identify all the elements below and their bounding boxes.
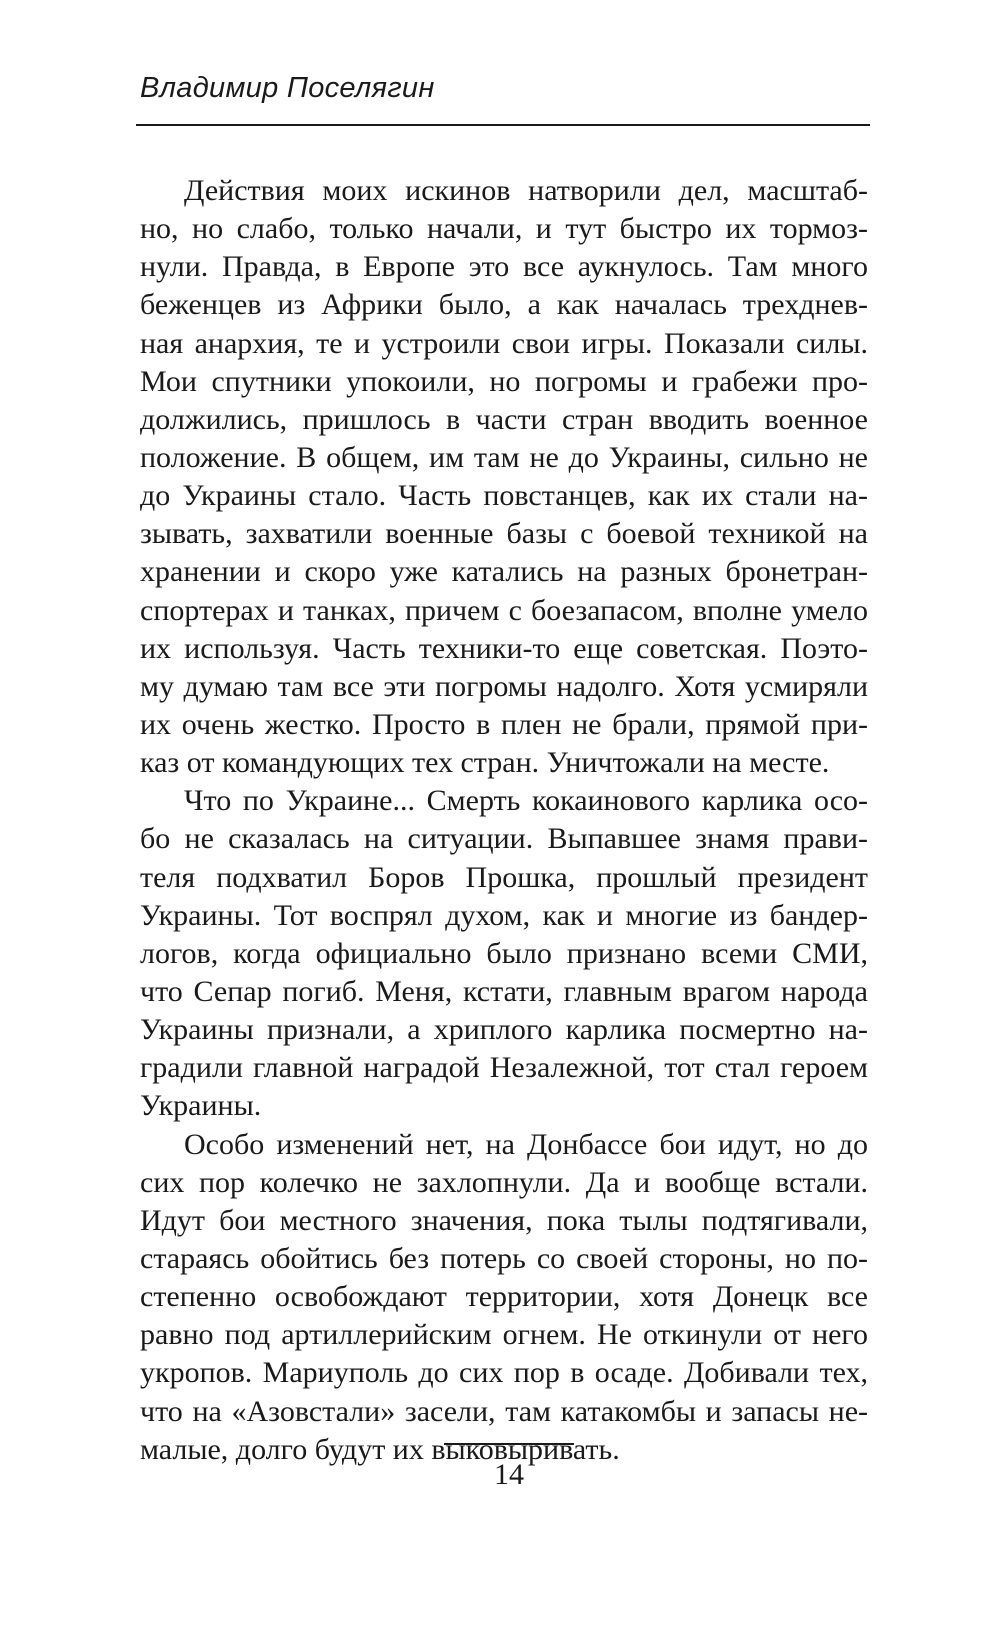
page-number: 14 [494, 1458, 524, 1491]
text-line: ная анархия, те и устроили свои игры. Показали силы. [140, 326, 868, 360]
paragraph [140, 782, 868, 1125]
running-header-author: Владимир Поселягин [140, 72, 435, 104]
footer-rule [444, 1443, 574, 1445]
paragraph [140, 1126, 868, 1469]
text-line: Действия моих искинов натворили дел, масштаб- [184, 174, 868, 207]
text-line: Украины признали, а хриплого карлика посмертно на- [140, 1013, 868, 1047]
page-body [140, 172, 868, 1469]
text-line: что Сепар погиб. Меня, кстати, главным врагом народа [140, 974, 868, 1008]
text-line: их очень жестко. Просто в плен не брали, прямой при- [140, 707, 868, 741]
text-line: что на «Азовстали» засели, там катакомбы и запасы не- [140, 1394, 868, 1428]
header-rule [136, 124, 870, 126]
text-line: Мои спутники упокоили, но погромы и грабежи про- [140, 364, 868, 398]
text-line: должились, пришлось в части стран вводить военное [140, 402, 868, 436]
text-line: но, но слабо, только начали, и тут быстро их тормоз- [140, 212, 868, 246]
text-line: теля подхватил Боров Прошка, прошлый президент [140, 860, 868, 894]
text-line: Особо изменений нет, на Донбассе бои идут, но до [184, 1127, 868, 1161]
text-line: равно под артиллерийским огнем. Не откинули от него [140, 1318, 868, 1352]
text-line: степенно освобождают территории, хотя Донецк все [140, 1280, 868, 1314]
text-line: зывать, захватили военные базы с боевой техникой на [140, 517, 868, 551]
text-line: стараясь обойтись без потерь со своей стороны, но по- [140, 1241, 868, 1275]
text-line: спортерах и танках, причем с боезапасом, вполне умело [140, 593, 868, 627]
text-line: сих пор колечко не захлопнули. Да и вообще встали. [140, 1165, 868, 1199]
text-line: Украины. [140, 1089, 262, 1123]
text-line: до Украины стало. Часть повстанцев, как их стали на- [140, 479, 868, 513]
text-line: хранении и скоро уже катались на разных бронетран- [140, 555, 868, 589]
text-line: Украины. Тот воспрял духом, как и многие из бандер- [140, 898, 868, 932]
text-line: нули. Правда, в Европе это все аукнулось. Там много [140, 250, 868, 284]
text-line: логов, когда официально было признано всеми СМИ, [140, 936, 868, 970]
paragraph [140, 172, 868, 782]
text-line: каз от командующих тех стран. Уничтожали на месте. [140, 746, 830, 780]
text-line: Что по Украине... Смерть кокаинового карлика осо- [184, 784, 868, 818]
text-line: малые, долго будут их выковыривать. [140, 1432, 620, 1466]
text-line: положение. В общем, им там не до Украины, сильно не [140, 440, 868, 474]
text-line: Идут бои местного значения, пока тылы подтягивали, [140, 1203, 868, 1237]
text-line: их используя. Часть техники-то еще советская. Поэто- [140, 631, 868, 665]
text-line: укропов. Мариуполь до сих пор в осаде. Добивали тех, [140, 1356, 868, 1390]
text-line: бо не сказалась на ситуации. Выпавшее знамя прави- [140, 822, 868, 856]
text-line: му думаю там все эти погромы надолго. Хотя усмиряли [140, 669, 868, 703]
text-line: беженцев из Африки было, а как началась трехднев- [140, 288, 868, 322]
text-line: градили главной наградой Незалежной, тот стал героем [140, 1051, 868, 1085]
